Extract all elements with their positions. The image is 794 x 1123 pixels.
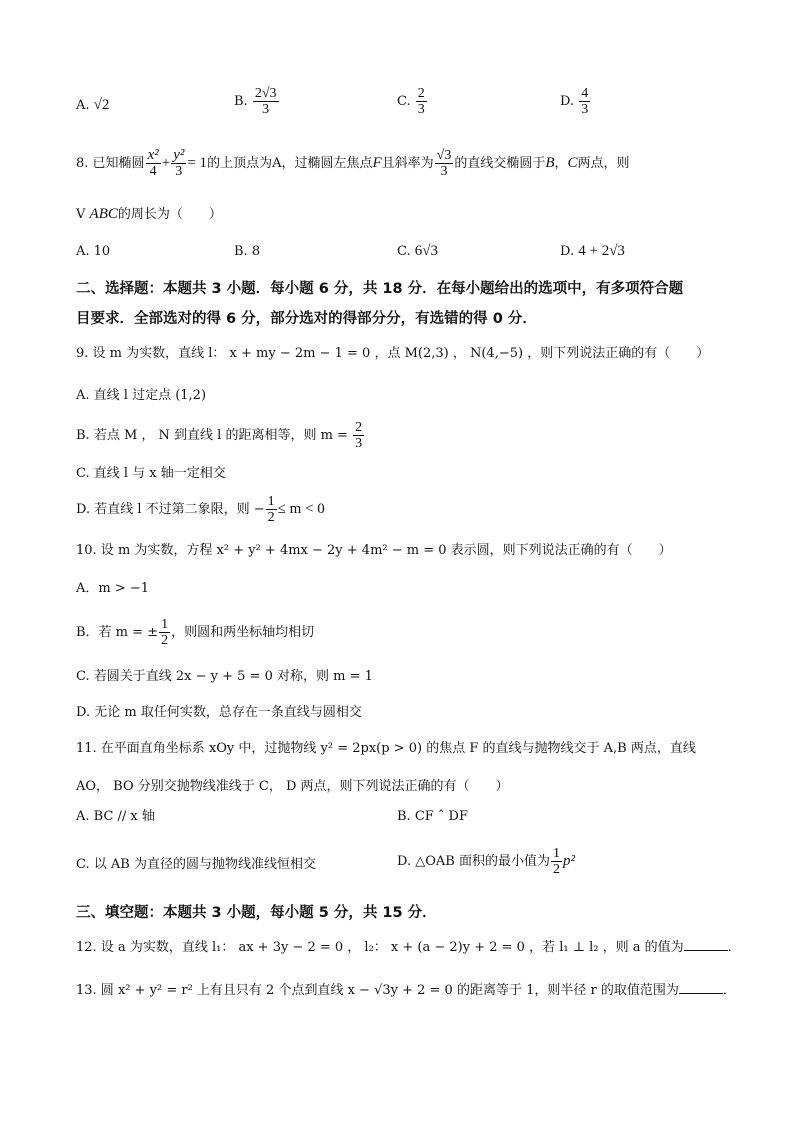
- q9-option-d-fraction: [266, 494, 277, 525]
- q7-option-d-fraction: [579, 86, 590, 117]
- q10-option-b-tail: ，则圆和两坐标轴均相切: [171, 625, 315, 640]
- q9-option-d-text: D. 若直线 l 不过第二象限，则 −: [76, 502, 265, 517]
- q8-frac-slope-num: √3: [436, 148, 452, 163]
- q7-option-b-key: B.: [234, 94, 248, 109]
- q8-option-a-text: A. 10: [76, 244, 111, 259]
- q8-option-d: [560, 242, 625, 261]
- q11-option-d: [397, 846, 575, 877]
- q8-point-f: F: [372, 155, 382, 171]
- q9-option-a: A. 直线 l 过定点 (1,2): [76, 388, 207, 403]
- q10-option-c: C. 若圆关于直线 2x − y + 5 = 0 对称，则 m = 1: [76, 669, 373, 684]
- q11-option-d-text: D. △OAB 面积的最小值为: [397, 854, 550, 869]
- section-3-heading: 三、填空题：本题共 3 小题，每小题 5 分，共 15 分．: [76, 905, 437, 921]
- q11-option-c: C. 以 AB 为直径的圆与抛物线准线恒相交: [76, 857, 316, 872]
- q7-option-d-key: D.: [560, 94, 575, 109]
- q10-option-b-num: 1: [161, 617, 169, 632]
- q12-answer-blank[interactable]: [684, 950, 728, 951]
- q10-option-b-fraction: [159, 617, 170, 648]
- q11-option-d-num: 1: [552, 846, 560, 861]
- q8-text-2: 的上顶点为A，过椭圆左焦点: [207, 156, 373, 171]
- q10-option-b-den: 2: [161, 633, 169, 648]
- q8-plus: +: [161, 155, 171, 171]
- q9-option-b-text: B. 若点 M ， N 到直线 l 的距离相等，则 m =: [76, 428, 348, 443]
- q8-option-a: [76, 243, 110, 261]
- q8-frac-y: [171, 148, 186, 179]
- q9-option-c: C. 直线 l 与 x 轴一定相交: [76, 466, 226, 481]
- q7-option-c-den: 3: [417, 102, 425, 117]
- q9-option-d: [76, 494, 325, 525]
- q8-text-3: 且斜率为: [381, 156, 434, 171]
- q8-frac-slope: [435, 148, 454, 179]
- q11-option-d-den: 2: [552, 862, 560, 877]
- q9-option-b-den: 3: [355, 436, 363, 451]
- q9-option-b-num: 2: [355, 420, 363, 435]
- q11-stem: 11. 在平面直角坐标系 xOy 中，过抛物线 y² = 2px(p > 0) 的焦点 F 的直线与抛物线交于 A,B 两点，直线: [76, 741, 696, 756]
- q7-option-b-den: 3: [262, 102, 270, 117]
- q13-answer-blank[interactable]: [679, 993, 723, 994]
- q8-stem: [76, 148, 630, 179]
- q9-option-d-inequality: ≤ m < 0: [277, 501, 325, 517]
- q8-point-c: C: [567, 155, 578, 171]
- q10-option-b: [76, 617, 314, 648]
- q7-option-c-fraction: [416, 86, 427, 117]
- q8-stem-line2: [76, 205, 222, 224]
- q8-equals: = 1: [187, 155, 208, 171]
- q8-frac-y-num: y²: [173, 147, 185, 163]
- q8-frac-x-den: 4: [149, 164, 157, 179]
- q7-option-d-num: 4: [581, 86, 589, 101]
- q12-question: [76, 939, 741, 957]
- q8-option-d-key: D.: [560, 244, 575, 259]
- q8-frac-y-den: 3: [175, 164, 183, 179]
- q7-option-a-value: √2: [93, 97, 110, 113]
- q9-option-d-num: 1: [267, 494, 275, 509]
- q8-text-5: ，: [554, 156, 568, 171]
- q8-option-d-value: 4 + 2√3: [578, 243, 625, 259]
- q10-option-d: D. 无论 m 取任何实数，总存在一条直线与圆相交: [76, 705, 362, 720]
- q8-point-b: B: [545, 155, 555, 171]
- q8-text-6: 两点，则: [577, 156, 630, 171]
- q7-option-d: [560, 86, 591, 117]
- q13-end: ．: [722, 983, 736, 998]
- q8-text-4: 的直线交椭圆于: [454, 156, 546, 171]
- q8-triangle-symbol: V: [76, 207, 86, 222]
- q10-option-a: A．m > −1: [76, 581, 150, 596]
- q7-option-c-num: 2: [417, 86, 425, 101]
- q11-stem-line2: AO， BO 分别交抛物线准线于 C， D 两点，则下列说法正确的有（ ）: [76, 779, 509, 794]
- section-2-heading-line2: 目要求．全部选对的得 6 分，部分选对的得部分分，有选错的得 0 分．: [76, 311, 537, 327]
- q8-option-b-text: B. 8: [234, 244, 261, 259]
- q8-text-1: 已知椭圆: [92, 156, 145, 171]
- q9-option-b: [76, 420, 365, 451]
- q8-frac-slope-den: 3: [440, 164, 448, 179]
- q7-option-b-fraction: [253, 86, 279, 117]
- q8-number: 8.: [76, 156, 89, 171]
- q7-option-a: [76, 96, 109, 115]
- q11-option-b: B. CF ˆ DF: [397, 809, 468, 824]
- q7-option-a-key: A.: [76, 98, 90, 113]
- q8-stem-end: 的周长为（ ）: [117, 207, 222, 222]
- q11-option-a: A. BC // x 轴: [76, 809, 155, 824]
- q8-option-b: [234, 243, 260, 261]
- q10-stem: 10. 设 m 为实数，方程 x² + y² + 4mx − 2y + 4m² − m = 0 表示圆，则下列说法正确的有（ ）: [76, 543, 672, 558]
- q10-option-b-text: B．若 m = ±: [76, 625, 159, 640]
- q8-option-c-value: 6√3: [414, 243, 438, 259]
- q12-text: 12. 设 a 为实数，直线 l₁： ax + 3y − 2 = 0 ， l₂： x + (a − 2)y + 2 = 0 ，若 l₁ ⊥ l₂ ，则 a 的值为: [76, 940, 684, 955]
- q9-option-b-fraction: [353, 420, 364, 451]
- q9-stem: 9. 设 m 为实数，直线 l： x + my − 2m − 1 = 0 ，点 M(2,3) ， N(4,−5) ，则下列说法正确的有（ ）: [76, 346, 710, 361]
- q8-frac-x-num: x²: [147, 147, 159, 163]
- q8-option-c: [397, 242, 438, 261]
- q8-triangle-name: ABC: [89, 206, 118, 222]
- q13-text: 13. 圆 x² + y² = r² 上有且只有 2 个点到直线 x − √3y + 2 = 0 的距离等于 1，则半径 r 的取值范围为: [76, 983, 679, 998]
- q7-option-b: [234, 86, 280, 117]
- q7-option-b-num: 2√3: [254, 86, 277, 101]
- q11-option-d-fraction: [551, 846, 562, 877]
- q7-option-d-den: 3: [581, 102, 589, 117]
- q8-option-c-key: C.: [397, 244, 411, 259]
- q7-option-c: [397, 86, 428, 117]
- q9-option-d-den: 2: [267, 510, 275, 525]
- q8-frac-x: [146, 148, 161, 179]
- q7-option-c-key: C.: [397, 94, 411, 109]
- q13-question: [76, 982, 736, 1000]
- q11-option-d-tail: p²: [562, 853, 575, 869]
- section-2-heading: 二、选择题：本题共 3 小题．每小题 6 分，共 18 分．在每小题给出的选项中，有多项符合题: [76, 281, 684, 297]
- q12-end: ．: [727, 940, 741, 955]
